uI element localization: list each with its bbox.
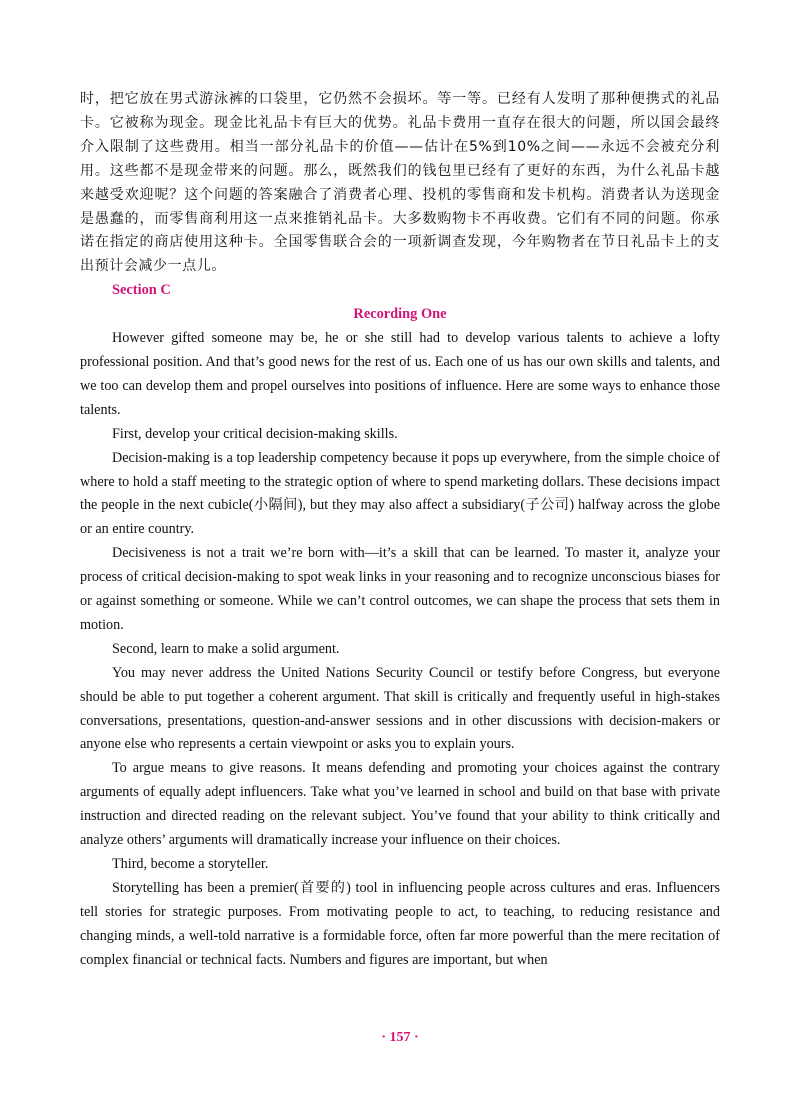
body-paragraph: Decisiveness is not a trait we’re born with—it’s a skill that can be learned. To master it, analyze your process of critical decision-making to spot weak links in your reasoning and to recognize unconscious biases for or against something or someone. While we can’t control outcomes, we can shape the process that sets them in motion. bbox=[80, 545, 720, 633]
body-paragraph: You may never address the United Nations Security Council or testify before Congress, but everyone should be able to put together a coherent argument. That skill is critically and frequently useful in high-stakes conversations, presentations, question-and-answer sessions and in other discussions with decision-makers or anyone else who represents a certain viewpoint or asks you to explain yours. bbox=[80, 664, 720, 753]
body-paragraph: Third, become a storyteller. bbox=[112, 856, 269, 872]
document-page bbox=[80, 88, 720, 973]
recording-title: Recording One bbox=[353, 306, 447, 323]
body-paragraph: First, develop your critical decision-making skills. bbox=[112, 425, 398, 442]
body-paragraph: To argue means to give reasons. It means defending and promoting your choices against the contrary arguments of equally adept influencers. Take what you’ve learned in school and build on that base with private instruction and directed reading on the relevant subject. You’ve found that your ability to think critically and analyze others’ arguments will dramatically increase your influence on their choices. bbox=[80, 760, 720, 849]
section-label: Section C bbox=[112, 282, 171, 299]
page-number: · 157 · bbox=[381, 1030, 419, 1045]
chinese-translation-paragraph: 时，把它放在男式游泳裤的口袋里，它仍然不会损坏。等一等。已经有人发明了那种便携式的礼品卡。它被称为现金。现金比礼品卡有巨大的优势。礼品卡费用一直存在很大的问题，所以国会最终介入限制了这些费用。相当一部分礼品卡的价值——估计在5%到10%之间——永远不会被充分利用。这些都不是现金带来的问题。那么，既然我们的钱包里已经有了更好的东西，为什么礼品卡越来越受欢迎呢？这个问题的答案融合了消费者心理、投机的零售商和发卡机构。消费者认为送现金是愚蠢的，而零售商利用这一点来推销礼品卡。大多数购物卡不再收费。它们有不同的问题。你承诺在指定的商店使用这种卡。全国零售联合会的一项新调查发现，今年购物者在节日礼品卡上的支出预计会减少一点儿。 bbox=[80, 91, 720, 275]
body-paragraph: Decision-making is a top leadership competency because it pops up everywhere, from the simple choice of where to hold a staff meeting to the strategic option of where to spend marketing dollars. These decisions impact the people in the next cubicle(小隔间), but they may also affect a subsidiary(子公司) halfway across the globe or an entire country. bbox=[80, 449, 720, 538]
body-paragraph: Second, learn to make a solid argument. bbox=[112, 640, 340, 657]
body-paragraph: Storytelling has been a premier(首要的) tool in influencing people across cultures and eras. Influencers tell stories for strategic purposes. From motivating people to act, to teaching, to reducing resistance and changing minds, a well-told narrative is a formidable force, often far more powerful than the mere recitation of complex financial or technical facts. Numbers and figures are important, but when bbox=[80, 879, 720, 968]
body-paragraph: However gifted someone may be, he or she still had to develop various talents to achieve a lofty professional position. And that’s good news for the rest of us. Each one of us has our own skills and talents, and we too can develop them and propel ourselves into positions of influence. Here are some ways to enhance those talents. bbox=[80, 330, 720, 418]
